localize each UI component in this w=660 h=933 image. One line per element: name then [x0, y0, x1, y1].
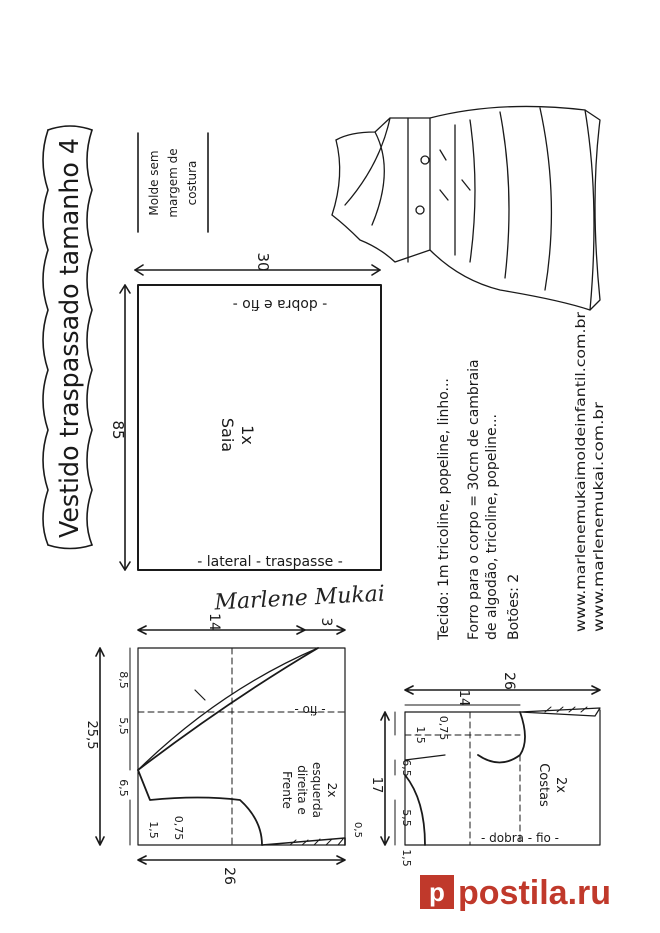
front-dim-neck: 0,75: [172, 815, 185, 841]
materials-line-4: Botões: 2: [506, 573, 522, 640]
back-dim-top: 26: [501, 672, 517, 690]
front-dim-height: 25,5: [84, 720, 99, 750]
front-name-2: direita e: [295, 765, 309, 815]
back-fold-label: - dobra - fio -: [480, 831, 560, 845]
website-1: www.marlenemukaimoldeinfantil.com.br: [574, 368, 589, 632]
front-dim-l3: 1,5: [147, 821, 160, 839]
front-piece: [96, 626, 345, 864]
front-name-1: Frente: [280, 771, 294, 809]
back-dim-shoulder: 14: [456, 689, 471, 707]
back-dim-neck: 0,75: [437, 715, 450, 741]
dress-sketch: [332, 106, 600, 310]
skirt-name: Saia: [218, 417, 237, 453]
back-dim-l3: 5,5: [400, 809, 413, 827]
front-grain-label: - fio -: [294, 703, 326, 717]
signature: Marlene Mukai: [213, 581, 386, 616]
watermark-text: postila.ru: [458, 874, 612, 912]
note-line-1: Molde sem: [147, 150, 161, 216]
front-dim-bottom: 26: [221, 867, 237, 885]
back-name-2: 2x: [553, 777, 568, 793]
front-dim-l2: 6,5: [117, 779, 130, 797]
svg-text:p: p: [429, 877, 445, 907]
front-dim-l1: 5,5: [117, 717, 130, 735]
page-title: Vestido traspassado tamanho 4: [55, 127, 85, 538]
note-line-2: margem de: [166, 148, 180, 218]
skirt-qty: 1x: [238, 425, 257, 445]
materials-line-2: Forro para o corpo = 30cm de cambraia: [466, 359, 482, 640]
front-dim-top: 14: [206, 613, 222, 631]
front-name-4: 2x: [325, 782, 339, 798]
skirt-side-label: - lateral - traspasse -: [197, 554, 343, 570]
back-dim-l1: 1,5: [414, 726, 427, 744]
skirt-length: 85: [109, 420, 127, 440]
front-dim-top-right: 3: [318, 617, 334, 627]
website-2: www.marlenemukai.com.br: [592, 453, 607, 632]
materials-line-1: Tecido: 1m tricoline, popeline, linho...: [436, 378, 452, 640]
note-line-3: costura: [185, 160, 199, 206]
watermark: [420, 874, 611, 912]
skirt-width: 30: [254, 252, 272, 272]
front-dim-hem: 0,5: [352, 822, 363, 838]
back-dim-l2: 6,5: [400, 759, 413, 777]
back-name-1: Costas: [536, 763, 551, 807]
back-dim-bottom: 1,5: [400, 849, 413, 867]
materials-line-3: de algodão, tricoline, popeline...: [484, 414, 500, 640]
front-dim-top-left: 8,5: [117, 671, 130, 689]
back-dim-height: 17: [369, 776, 384, 794]
skirt-fold-label: - dobra e fio -: [232, 296, 328, 312]
front-name-3: esquerda: [310, 762, 324, 818]
